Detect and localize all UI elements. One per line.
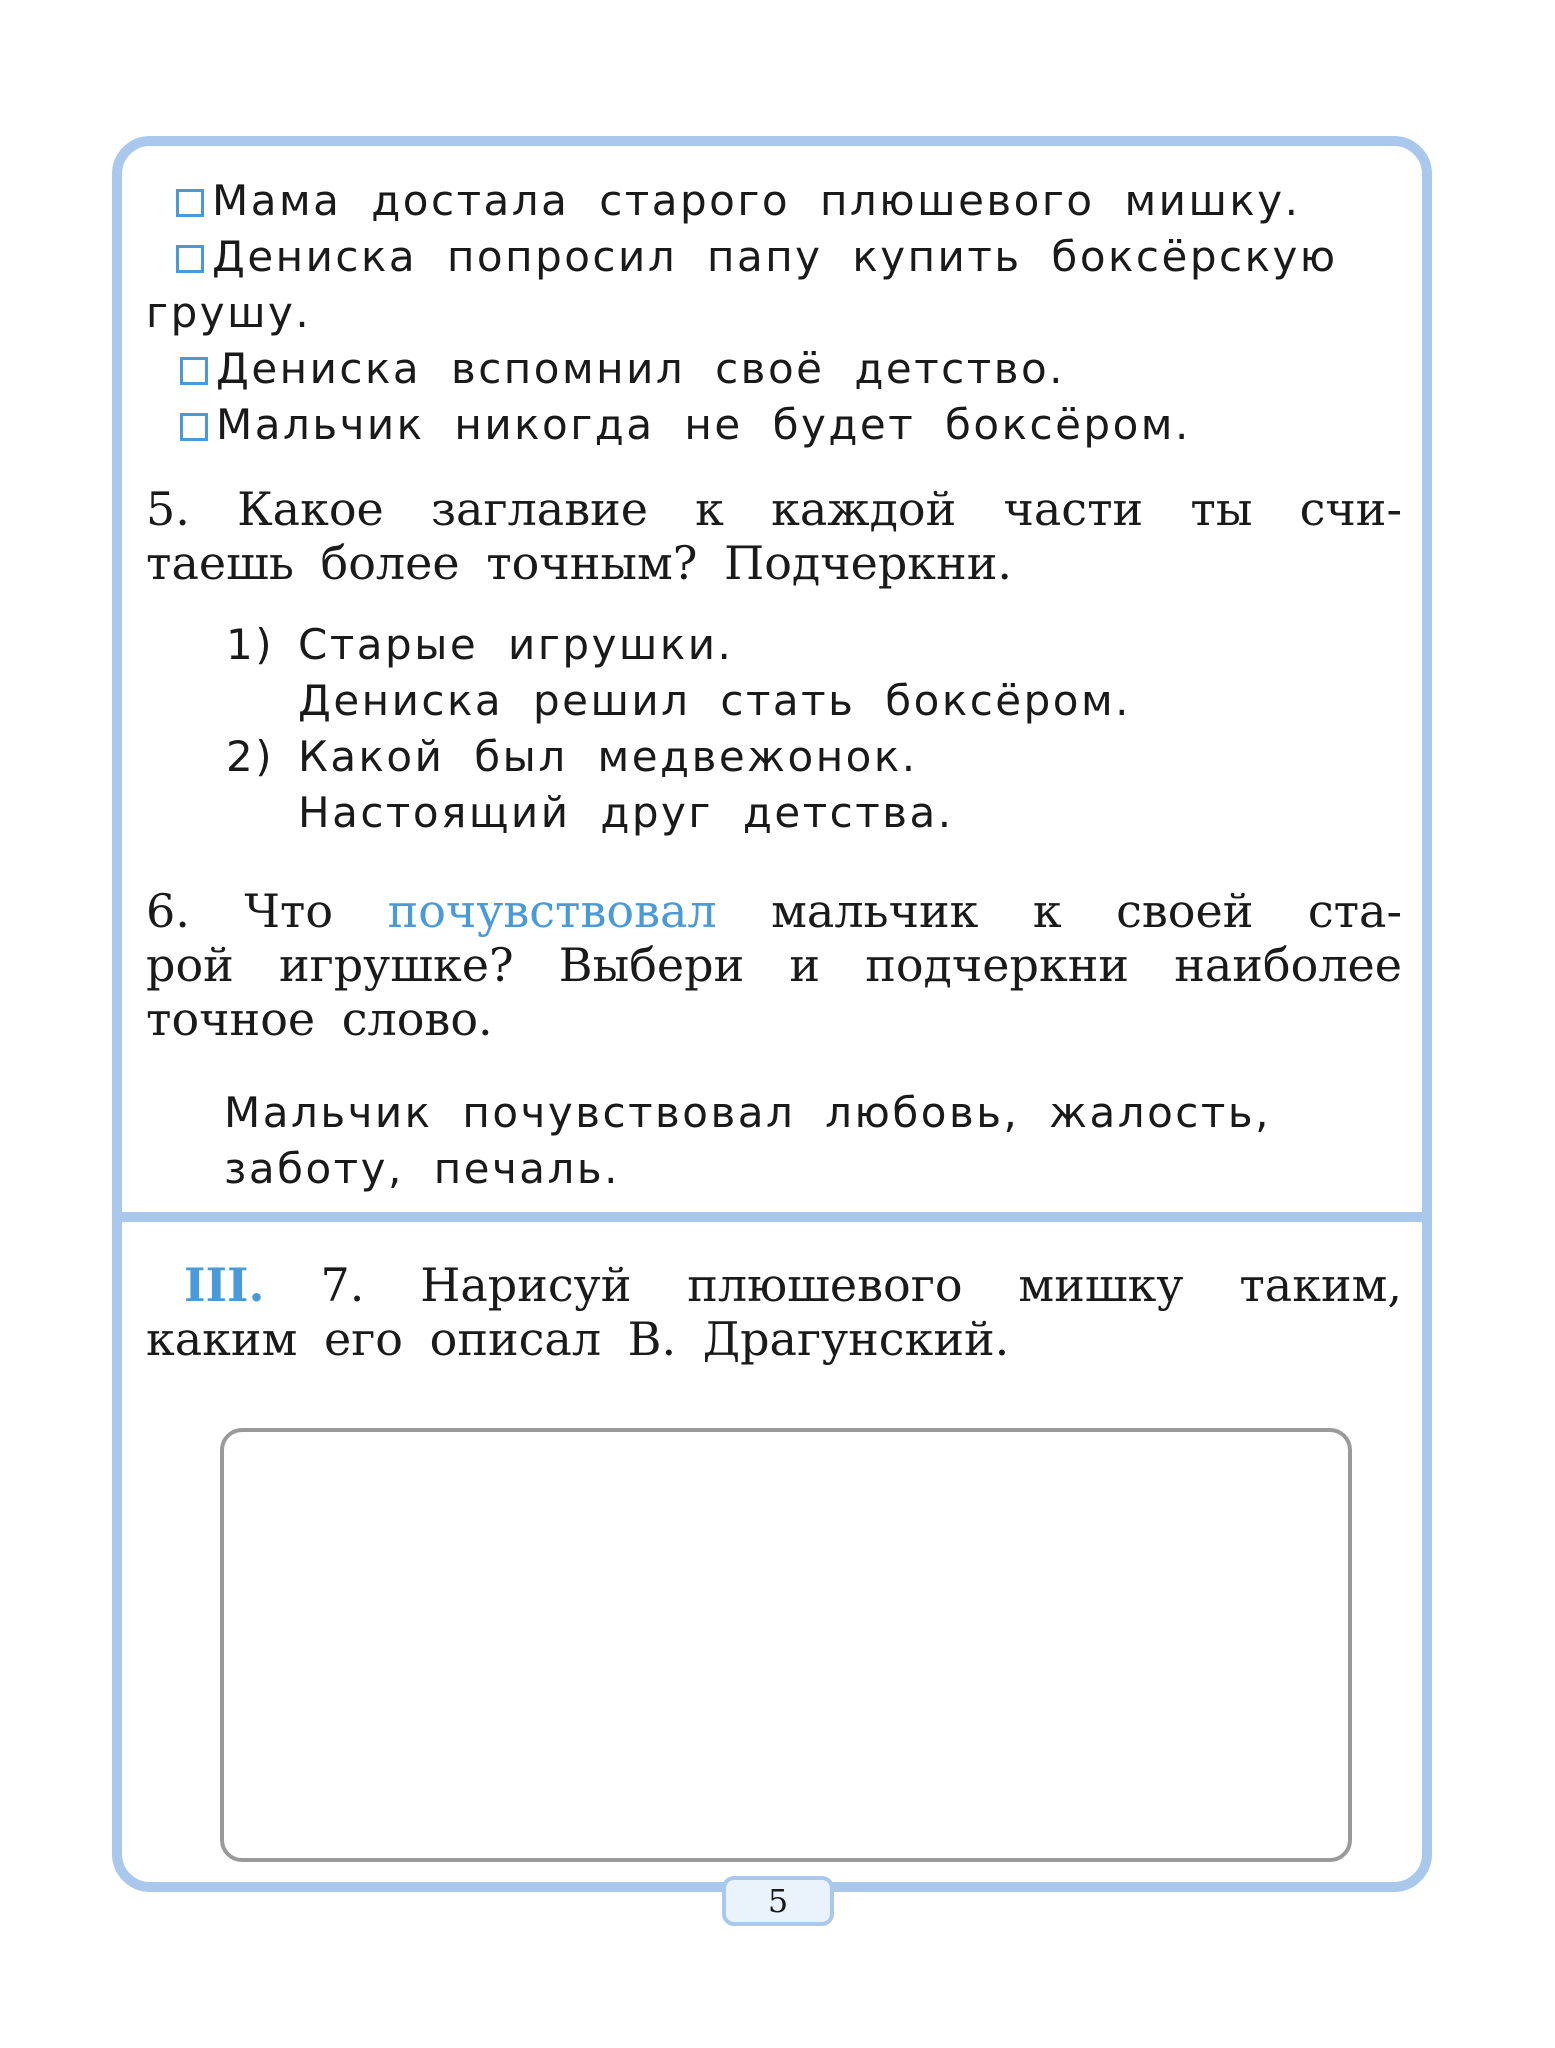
task-7-line-1: III. 7. Нарисуй плюшевого мишку таким, [184, 1258, 1402, 1312]
task-7-line-2: каким его описал В. Драгунский. [146, 1312, 1010, 1366]
question-6-line-3: точное слово. [146, 992, 493, 1046]
answer-line-1: Мальчик почувствовал любовь, жалость, [224, 1088, 1271, 1137]
checklist-item: Дениска попросил папу купить боксёрскую [176, 236, 1338, 278]
checkbox[interactable] [180, 357, 208, 385]
checklist-item: Мама достала старого плюшевого мишку. [176, 180, 1300, 222]
option-title: Настоящий друг детства. [298, 788, 954, 837]
checkbox[interactable] [180, 413, 208, 441]
question-6-line-2: рой игрушке? Выбери и подчеркни наиболее [146, 938, 1402, 992]
highlighted-word: почувствовал [387, 884, 717, 938]
checkbox[interactable] [176, 189, 204, 217]
question-5-line-2: таешь более точным? Подчеркни. [146, 536, 1012, 590]
option-title: Дениска решил стать боксёром. [298, 676, 1132, 725]
option-title: Старые игрушки. [298, 620, 734, 669]
page-number: 5 [722, 1876, 834, 1926]
option-title: Какой был медвежонок. [298, 732, 918, 781]
checklist-item: Дениска вспомнил своё детство. [180, 348, 1065, 390]
checkbox[interactable] [176, 245, 204, 273]
drawing-area[interactable] [220, 1428, 1352, 1862]
checklist-item: Мальчик никогда не будет боксёром. [180, 404, 1191, 446]
question-5-line-1: 5. Какое заглавие к каждой части ты счи- [146, 482, 1402, 536]
section-divider [112, 1212, 1432, 1222]
section-number: III. [184, 1258, 265, 1312]
question-6-line-1: 6. Что почувствовал мальчик к своей ста- [146, 884, 1403, 938]
option-number: 1) [226, 620, 275, 669]
checklist-item-continuation: грушу. [146, 288, 312, 337]
option-number: 2) [226, 732, 275, 781]
answer-line-2: заботу, печаль. [224, 1144, 620, 1193]
